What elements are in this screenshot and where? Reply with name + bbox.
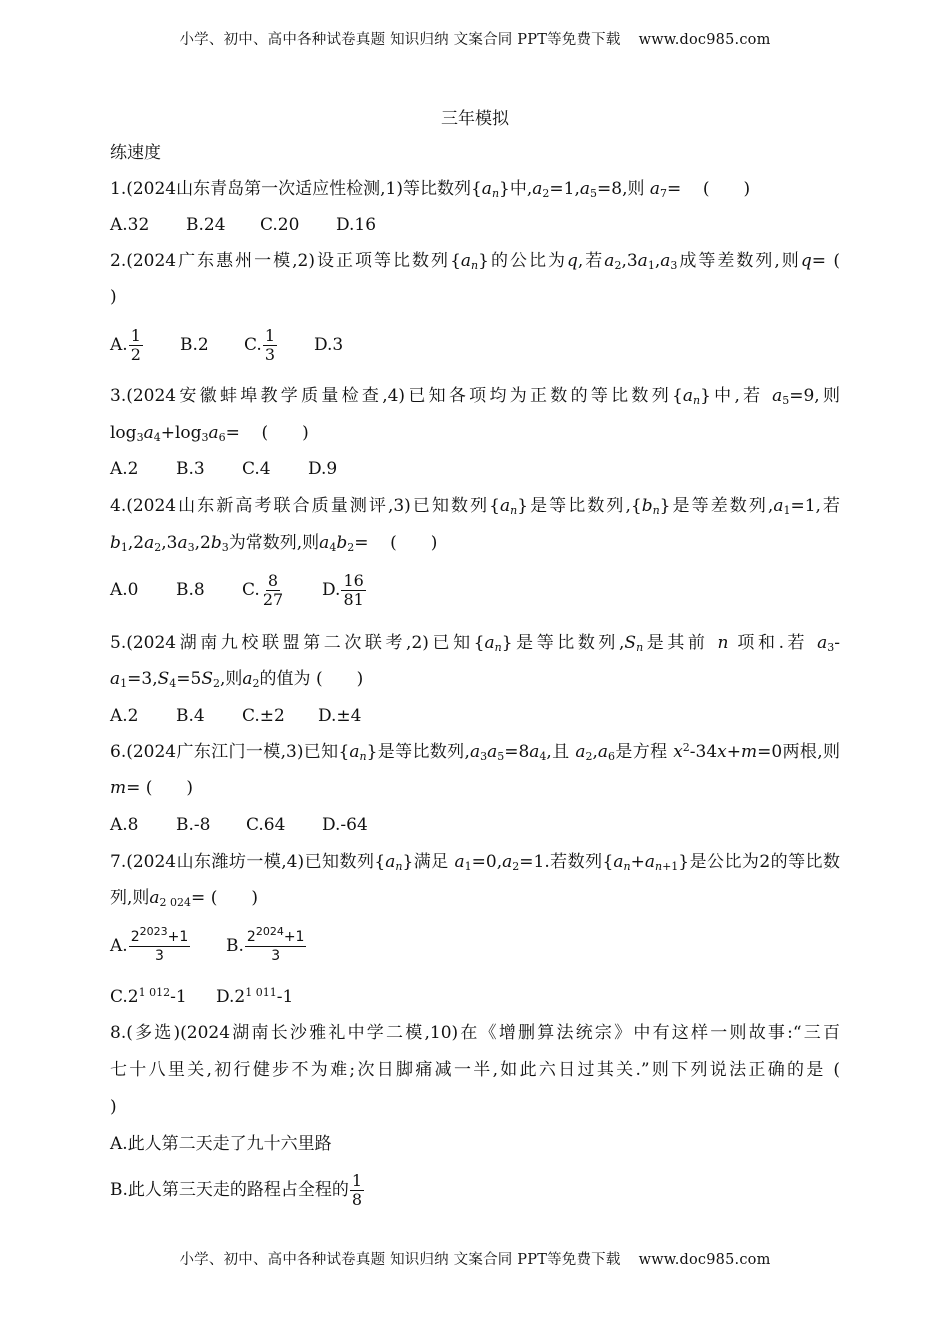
power-exponent: 1 012 <box>138 986 171 999</box>
q3-text: =9,则 <box>789 386 840 406</box>
q7-text: }是公比为2的等比数 <box>678 852 841 872</box>
q1-text: =1, <box>549 179 580 199</box>
q4-text: 为常数列,则 <box>228 533 320 553</box>
q4-option-c-label: C. <box>242 580 260 600</box>
fraction-denominator: 2 <box>130 345 141 364</box>
q8-option-b-label: B.此人第三天走的路程占全程的 <box>110 1180 349 1200</box>
question-3: 3.(2024安徽蚌埠教学质量检查,4)已知各项均为正数的等比数列$\{a_n\}$中,若 $a_5=9$,则 <box>110 386 840 407</box>
q2-text: ,3 <box>621 251 638 271</box>
footer-banner-text: 小学、初中、高中各种试卷真题 知识归纳 文案合同 PPT等免费下载 <box>179 1252 621 1268</box>
footer-banner-url[interactable]: www.doc985.com <box>638 1252 771 1268</box>
numerator-rest: +1 <box>283 929 305 945</box>
q7-option-b-label: B. <box>226 936 244 956</box>
q4-text: ,3 <box>161 533 178 553</box>
q2-text: = <box>811 251 826 271</box>
q2-paren-open: ( <box>833 251 841 271</box>
q5-option-b[interactable]: B.4 <box>176 706 205 726</box>
q2-option-a-fraction <box>129 327 143 364</box>
q3-option-d[interactable]: D.9 <box>308 459 338 479</box>
header-banner-text: 小学、初中、高中各种试卷真题 知识归纳 文案合同 PPT等免费下载 <box>179 32 621 48</box>
header-banner <box>0 28 950 49</box>
q8-option-a[interactable]: A.此人第二天走了九十六里路 <box>110 1134 332 1154</box>
q6-text: + <box>726 742 742 762</box>
fraction-denominator: 3 <box>155 948 164 964</box>
q3-text: 已知各项均为正数的等比数列{ <box>405 386 683 406</box>
power-exponent: 2023 <box>139 925 168 938</box>
q4-text: ,2 <box>194 533 211 553</box>
q8-text: 在《增删算法统宗》中有这样一则故事:“三百 <box>458 1023 840 1043</box>
question-7: 7.(2024山东潍坊一模,4)已知数列$\{a_n\}$满足 $a_1=0,a_2=1$.若数列$\{a_n+a_{n+1}\}$是公比为2的等比数 <box>110 852 841 873</box>
q4-text: =1,若 <box>790 496 840 516</box>
q3-option-c[interactable]: C.4 <box>242 459 271 479</box>
q7-text: 已知数列{ <box>304 852 386 872</box>
q4-answer-paren: ( ) <box>390 533 438 553</box>
q2-text: ,若 <box>577 251 605 271</box>
q5-text: 的值为 <box>259 669 311 689</box>
fraction-denominator: 3 <box>264 345 275 364</box>
q2-option-b[interactable]: B.2 <box>180 335 209 355</box>
q5-text: - <box>834 633 841 653</box>
q4-options <box>110 568 367 612</box>
q2-text: }的公比为 <box>478 251 567 271</box>
q5-text: }是等比数列, <box>501 633 625 653</box>
question-5: 5.(2024湖南九校联盟第二次联考,2)已知$\{a_n\}$是等比数列$,S_n$是其前 n 项和.若 $a_3-$ <box>110 633 841 654</box>
q1-option-c[interactable]: C.20 <box>260 215 300 235</box>
q6-text: = <box>126 778 141 798</box>
q3-answer-paren: ( ) <box>261 423 309 443</box>
q4-text: }是等比数列,{ <box>517 496 642 516</box>
q5-source: 5.(2024湖南九校联盟第二次联考,2) <box>110 633 429 653</box>
q2-text: 成等差数列,则 <box>677 251 801 271</box>
question-6: 6.(2024广东江门一模,3)已知$\{a_n\}$是等比数列$,a_3a_5=8a_4$,且 $a_2,a_6$是方程 $x^2-34x+m=0$两根,则 <box>110 741 841 763</box>
q7-text: + <box>630 852 645 872</box>
q5-answer-paren: ( ) <box>315 669 364 689</box>
question-4: 4.(2024山东新高考联合质量测评,3)已知数列$\{a_n\}$是等比数列$,\{b_n\}$是等差数列$,a_1=1$,若 <box>110 496 840 517</box>
q3-options <box>110 457 337 481</box>
q2-source: 2.(2024广东惠州一模,2) <box>110 251 316 271</box>
fraction-denominator: 8 <box>351 1190 363 1209</box>
q8-paren-open: ( <box>833 1060 840 1080</box>
numerator-rest: +1 <box>167 929 189 945</box>
q8-paren-close: ) <box>110 1097 117 1117</box>
q3-text: = <box>225 423 240 443</box>
q5-options <box>110 704 362 728</box>
q7-answer-paren: ( ) <box>210 888 258 908</box>
q5-text: 已知{ <box>428 633 485 653</box>
q8-text: 七十八里关,初行健步不为难;次日脚痛减一半,如此六日过其关.”则下列说法正确的是 <box>110 1060 826 1080</box>
q3-option-b[interactable]: B.3 <box>176 459 205 479</box>
q6-line-2: m= ( ) <box>110 778 194 798</box>
q3-text: log <box>110 423 137 443</box>
q3-option-a[interactable]: A.2 <box>110 459 139 479</box>
q2-option-d[interactable]: D.3 <box>314 335 344 355</box>
q8-source: 8.(多选)(2024湖南长沙雅礼中学二模,10) <box>110 1023 459 1043</box>
q2-option-c-label: C. <box>244 335 262 355</box>
q1-option-d[interactable]: D.16 <box>336 215 377 235</box>
q7-options-row-1 <box>110 922 307 970</box>
q5-text: =5 <box>176 669 202 689</box>
q5-text: 是其前 <box>643 633 709 653</box>
q1-text: = <box>667 179 682 199</box>
q4-source: 4.(2024山东新高考联合质量测评,3) <box>110 496 411 516</box>
fraction-numerator <box>129 925 191 947</box>
q2-options <box>110 323 343 367</box>
q8-option-b[interactable] <box>110 1168 365 1212</box>
question-8 <box>110 1021 840 1045</box>
q4-text: ,2 <box>127 533 145 553</box>
q5-option-a[interactable]: A.2 <box>110 706 139 726</box>
q8-line-2 <box>110 1058 840 1082</box>
q8-option-b-fraction <box>350 1172 364 1209</box>
fraction-numerator: 1 <box>351 1171 363 1190</box>
q2-text: 设正项等比数列{ <box>315 251 461 271</box>
q6-option-d[interactable]: D.-64 <box>322 815 368 835</box>
q6-text: 已知{ <box>303 742 350 762</box>
fraction-denominator: 3 <box>271 948 281 964</box>
fraction-numerator: 16 <box>343 571 364 590</box>
q1-option-b[interactable]: B.24 <box>186 215 226 235</box>
q6-text: 是方程 <box>615 742 668 762</box>
q7-text: = <box>191 888 206 908</box>
q4-option-a[interactable]: A.0 <box>110 580 139 600</box>
q5-text: ,则 <box>219 669 243 689</box>
q6-text: -34 <box>689 742 718 762</box>
q6-option-a[interactable]: A.8 <box>110 815 139 835</box>
q3-text: +log <box>160 423 202 443</box>
q1-text: =8,则 <box>597 179 645 199</box>
q7-option-b[interactable] <box>226 922 307 970</box>
fraction-denominator: 81 <box>343 590 364 609</box>
q7-option-d-label: D.2 <box>216 987 246 1007</box>
power-base: 2 <box>246 929 256 945</box>
question-2: 2.(2024广东惠州一模,2)设正项等比数列$\{a_n\}$的公比为q,若$a_2,3a_1,a_3$成等差数列,则q= ( <box>110 251 841 272</box>
q1-option-a[interactable]: A.32 <box>110 215 150 235</box>
q2-option-a-label: A. <box>110 335 128 355</box>
q7-source: 7.(2024山东潍坊一模,4) <box>110 852 305 872</box>
fraction-numerator: 8 <box>267 571 279 590</box>
q7-text: =1.若数列{ <box>519 852 614 872</box>
q4-text: 已知数列{ <box>410 496 500 516</box>
q6-option-c[interactable]: C.64 <box>246 815 286 835</box>
q5-option-c[interactable]: C.±2 <box>242 706 285 726</box>
q6-text: ,且 <box>546 742 570 762</box>
footer-banner <box>0 1248 950 1269</box>
q5-text: =3, <box>127 669 158 689</box>
q4-option-b[interactable]: B.8 <box>176 580 205 600</box>
q5-line-2: $a_1=3,S_4=5S_2$,则$a_2$的值为 ( ) <box>110 669 364 690</box>
q4-line-2: $b_1,2a_2,3a_3,2b_3$为常数列,则$a_4b_2=$ ( ) <box>110 533 438 554</box>
q4-text: = <box>354 533 369 553</box>
section-heading: 练速度 <box>110 143 161 163</box>
q4-option-d[interactable] <box>322 568 367 612</box>
q7-option-a-label: A. <box>110 936 128 956</box>
power-exponent: 1 011 <box>245 986 277 999</box>
fraction-numerator: 1 <box>264 326 275 345</box>
q7-option-a[interactable] <box>110 922 226 970</box>
fraction-numerator <box>245 925 307 947</box>
q6-answer-paren: ( ) <box>145 778 194 798</box>
power-exponent: 2024 <box>255 925 284 938</box>
q1-options <box>110 213 376 237</box>
q3-text: }中,若 <box>700 386 764 406</box>
q7-option-a-fraction <box>129 925 191 965</box>
q6-option-b[interactable]: B.-8 <box>176 815 211 835</box>
q3-line-2: $\log_3a_4+\log_3a_6=$ ( ) <box>110 423 309 444</box>
q1-text: 等比数列{ <box>402 179 482 199</box>
header-banner-url[interactable]: www.doc985.com <box>638 32 771 48</box>
q7-option-b-fraction <box>245 925 307 965</box>
q3-source: 3.(2024安徽蚌埠教学质量检查,4) <box>110 386 406 406</box>
q1-source: 1.(2024山东青岛第一次适应性检测,1) <box>110 179 403 199</box>
fraction-numerator: 1 <box>130 326 141 345</box>
q6-text: =0两根,则 <box>757 742 841 762</box>
q2-paren-close: ) <box>110 287 117 307</box>
q2-option-c-fraction <box>263 327 277 364</box>
q7-option-c-label: C.2 <box>110 987 139 1007</box>
q7-option-d[interactable] <box>216 985 293 1009</box>
q7-text: }满足 <box>402 852 449 872</box>
q2-option-a[interactable] <box>110 323 180 367</box>
q6-options <box>110 813 368 837</box>
option-tail: -1 <box>170 987 187 1007</box>
q7-option-c[interactable] <box>110 985 216 1009</box>
option-tail: -1 <box>276 987 294 1007</box>
q4-option-c[interactable] <box>242 568 322 612</box>
q4-text: }是等差数列, <box>659 496 774 516</box>
q5-option-d[interactable]: D.±4 <box>318 706 362 726</box>
question-1: 1.(2024山东青岛第一次适应性检测,1)等比数列$\{a_n\}$中$,a_2=1,a_5=8$,则 $a_7=$ ( ) <box>110 179 751 200</box>
q7-text: 列,则 <box>110 888 150 908</box>
q6-text: }是等比数列, <box>366 742 470 762</box>
page-title: 三年模拟 <box>441 109 509 129</box>
q4-option-c-fraction <box>261 572 285 609</box>
q6-text: , <box>592 742 598 762</box>
q1-text: }中, <box>499 179 533 199</box>
q2-text: , <box>654 251 661 271</box>
q4-option-d-fraction <box>341 572 365 609</box>
q7-text: =0, <box>471 852 503 872</box>
q6-source: 6.(2024广东江门一模,3) <box>110 742 304 762</box>
q2-option-c[interactable] <box>244 323 314 367</box>
power-base: 2 <box>130 929 140 945</box>
q5-text: 项和.若 <box>737 633 809 653</box>
q7-line-2: 列,则$a_{2 024}=$ ( ) <box>110 888 258 909</box>
q4-option-d-label: D. <box>322 580 341 600</box>
fraction-denominator: 27 <box>262 590 284 609</box>
q6-text: =8 <box>504 742 530 762</box>
q1-answer-paren: ( ) <box>702 179 751 199</box>
q7-options-row-2 <box>110 985 293 1009</box>
